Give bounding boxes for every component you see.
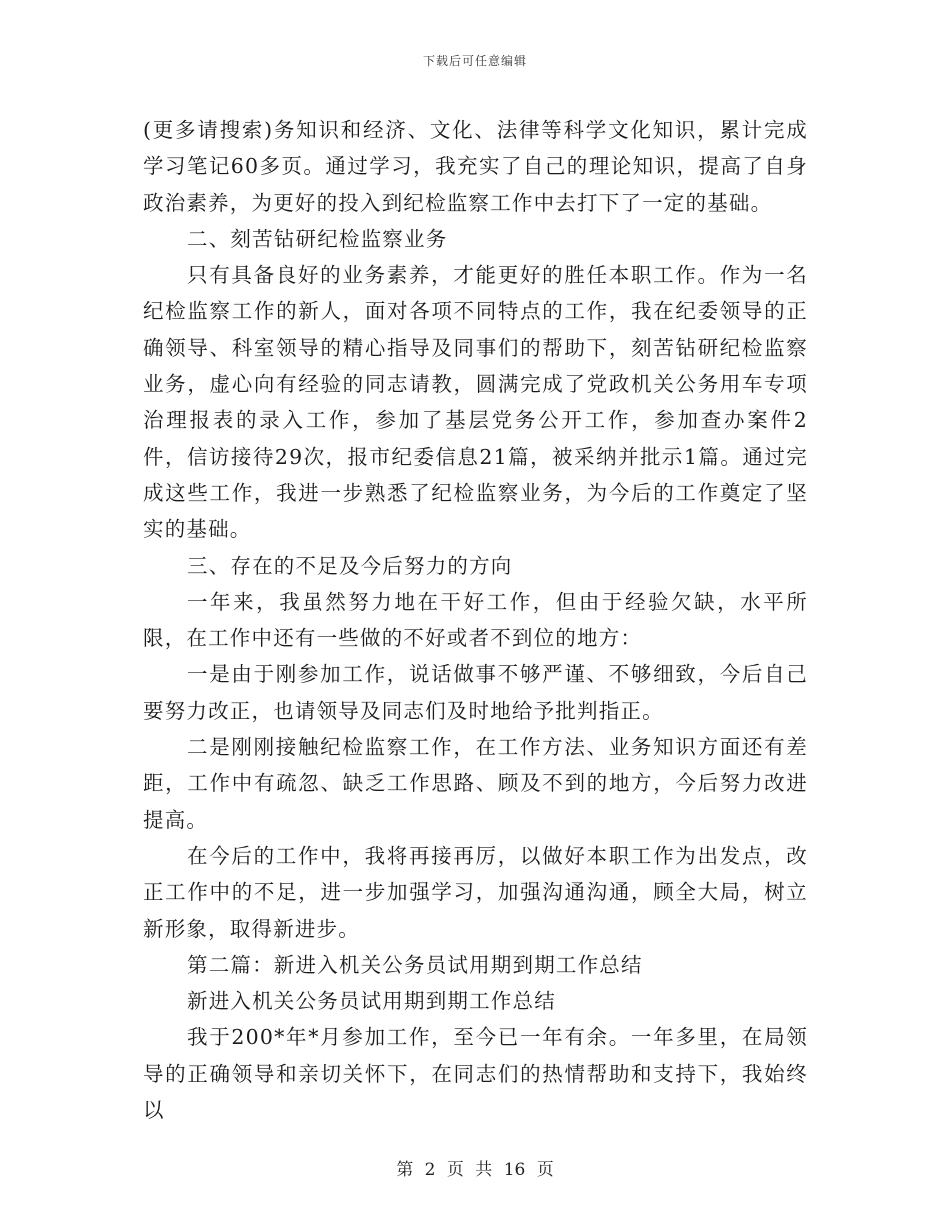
paragraph: 我于200*年*月参加工作，至今已一年有余。一年多里，在局领导的正确领导和亲切关怀下，在同志们的热情帮助和支持下，我始终以 xyxy=(143,1025,808,1123)
paragraph: 一年来，我虽然努力地在干好工作，但由于经验欠缺，水平所限，在工作中还有一些做的不好或者不到位的地方： xyxy=(143,589,808,651)
chapter-heading: 第二篇：新进入机关公务员试用期到期工作总结 xyxy=(187,952,643,977)
page-number: 第 2 页 共 16 页 xyxy=(396,1160,554,1180)
paragraph: 二是刚刚接触纪检监察工作，在工作方法、业务知识方面还有差距，工作中有疏忽、缺乏工作思路、顾及不到的地方，今后努力改进提高。 xyxy=(143,735,808,832)
chapter-title: 新进入机关公务员试用期到期工作总结 xyxy=(187,989,556,1014)
paragraph: (更多请搜索)务知识和经济、文化、法律等科学文化知识，累计完成学习笔记60多页。通过学习，我充实了自己的理论知识，提高了自身政治素养，为更好的投入到纪检监察工作中去打下了一定的基础。 xyxy=(143,118,808,215)
section-heading: 二、刻苦钻研纪检监察业务 xyxy=(187,226,448,251)
paragraph: 只有具备良好的业务素养，才能更好的胜任本职工作。作为一名纪检监察工作的新人，面对各项不同特点的工作，我在纪委领导的正确领导、科室领导的精心指导及同事们的帮助下，刻苦钻研纪检监察业务，虚心向有经验的同志请教，圆满完成了党政机关公务用车专项治理报表的录入工作，参加了基层党务公开工作，参加查办案件2件，信访接待29次，报市纪委信息21篇，被采纳并批示1篇。通过完成这些工作，我进一步熟悉了纪检监察业务，为今后的工作奠定了坚实的基础。 xyxy=(143,263,808,542)
page-header-note: 下载后可任意编辑 xyxy=(422,54,527,68)
paragraph: 一是由于刚参加工作，说话做事不够严谨、不够细致，今后自己要努力改正，也请领导及同志们及时地给予批判指正。 xyxy=(143,662,808,723)
paragraph: 在今后的工作中，我将再接再厉，以做好本职工作为出发点，改正工作中的不足，进一步加强学习，加强沟通沟通，顾全大局，树立新形象，取得新进步。 xyxy=(143,843,808,941)
document-body xyxy=(143,112,808,1128)
section-heading: 三、存在的不足及今后努力的方向 xyxy=(187,553,513,578)
